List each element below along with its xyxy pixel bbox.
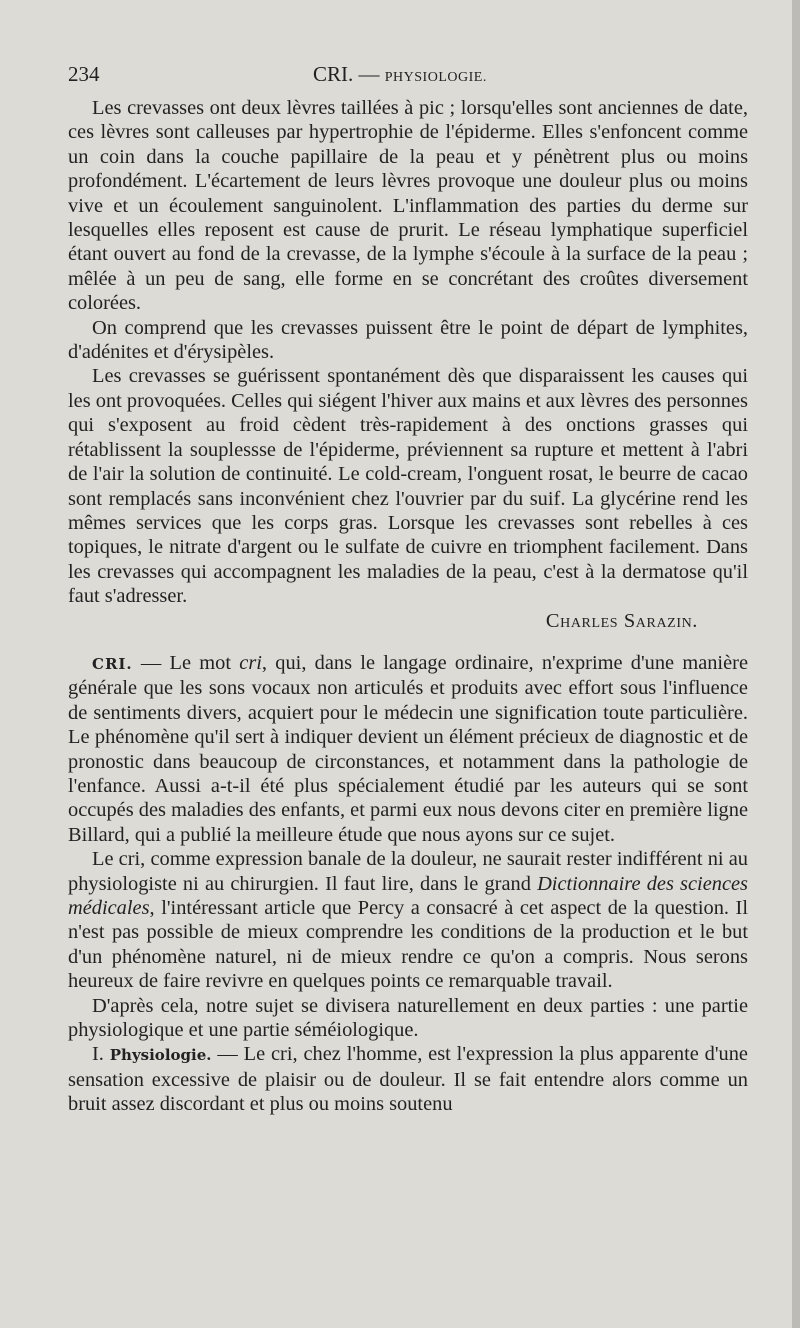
- dictionary-title: Dictionnaire des sciences médicales: [68, 872, 748, 919]
- page-number: 234: [68, 62, 100, 86]
- para5-after: , l'intéressant article que Percy a consacré à cet aspect de la question. Il n'est pas possible de mieux comprendre les conditions de la production et le but d'un phénomène naturel, ni de mieux rendre ce qu'on a compris. Nous serons heureux de faire revivre en quelques points ce remarquable travail.: [68, 897, 748, 993]
- author-signature: Charles Sarazin.: [545, 609, 698, 632]
- paragraph-cri-3: D'après cela, notre sujet se divisera naturellement en deux parties : une partie physiologique et une partie séméiologique.: [68, 994, 748, 1042]
- header-title: [313, 62, 487, 87]
- headword-cri: CRI.: [92, 654, 133, 673]
- cri-intro: — Le mot: [132, 651, 240, 674]
- paragraph-cri-2: [68, 847, 748, 993]
- para5-before: Le cri, comme expression banale de la douleur, ne saurait rester indifférent ni au physiologiste ni au chirurgien. Il faut lire, dans le grand: [68, 848, 748, 895]
- header-title-main: CRI.: [313, 62, 354, 86]
- header-subtitle: PHYSIOLOGIE.: [384, 70, 487, 85]
- paragraph-cri-intro: [68, 651, 748, 847]
- section-text: — Le cri, chez l'homme, est l'expression la plus apparente d'une sensation excessive de plaisir ou de douleur. Il se fait entendre alors comme un bruit assez discordant et plus ou moins soutenu: [68, 1043, 748, 1116]
- article-gap: [68, 633, 748, 651]
- header-separator: —: [358, 62, 380, 86]
- paragraph-crevasses-2: On comprend que les crevasses puissent être le point de départ de lymphites, d'adénites et d'érysipèles.: [68, 316, 748, 364]
- running-header: [68, 62, 748, 88]
- section-physiologie: [68, 1042, 748, 1116]
- section-heading: Physiologie.: [109, 1046, 212, 1065]
- cri-rest: , qui, dans le langage ordinaire, n'exprime d'une manière générale que les sons vocaux non articulés et produits avec effort sous l'influence de sentiments divers, acquiert pour le médecin une signification toute particulière. Le phénomène qu'il sert à indiquer devient un élément précieux de diagnostic et de pronostic dans beaucoup de circonstances, et notamment dans la pathologie de l'enfance. Aussi a-t-il été plus spécialement étudié par les auteurs qui se sont occupés des maladies des enfants, et parmi eux nous devons citer en première ligne Billard, qui a publié la meilleure étude que nous ayons sur ce sujet.: [68, 651, 748, 846]
- paragraph-crevasses-1: Les crevasses ont deux lèvres taillées à pic ; lorsqu'elles sont anciennes de date, ces lèvres sont calleuses par hypertrophie de l'épiderme. Elles s'enfoncent comme un coin dans la couche papillaire de la peau et y pénètrent plus ou moins profondément. L'écartement de leurs lèvres provoque une douleur plus ou moins vive et un écoulement sanguinolent. L'inflammation des parties du derme sur lesquelles elles reposent est cause de prurit. Le réseau lymphatique superficiel étant ouvert au fond de la crevasse, de la lymphe s'écoule à la surface de la peau ; mêlée à un peu de sang, elle forme en se concrétant des croûtes diversement colorées.: [68, 97, 748, 315]
- page-edge-shadow: [792, 0, 800, 1328]
- body-text: [68, 96, 748, 1117]
- cri-italic-word: cri: [239, 651, 262, 674]
- paragraph-crevasses-3: Les crevasses se guérissent spontanément dès que disparaissent les causes qui les ont provoquées. Celles qui siégent l'hiver aux mains et aux lèvres des personnes qui s'exposent au froid cèdent très-rapidement à des onctions grasses qui rétablissent la souplessse de l'épiderme, préviennent sa rupture et mettent à l'abri de l'air la solution de continuité. Le cold-cream, l'onguent rosat, le beurre de cacao sont remplacés sans inconvénient chez l'ouvrier par du suif. La glycérine rend les mêmes services que les corps gras. Lorsque les crevasses sont rebelles à ces topiques, le nitrate d'argent ou le sulfate de cuivre en triomphent facilement. Dans les crevasses qui accompagnent les maladies de la peau, c'est à la dermatose qu'il faut s'adresser.: [68, 365, 748, 608]
- section-number: I.: [92, 1043, 110, 1066]
